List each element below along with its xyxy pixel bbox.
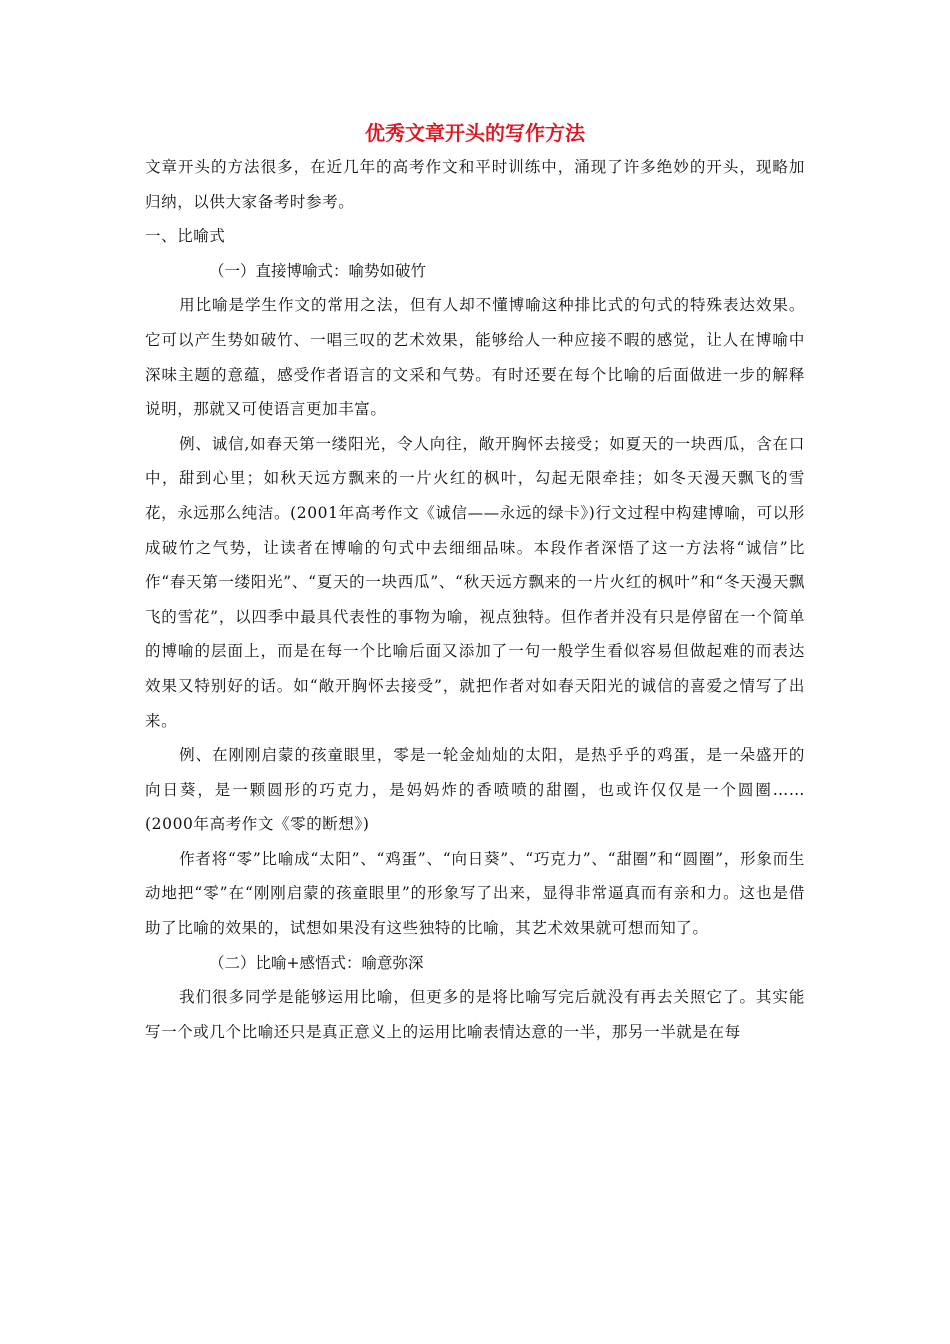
subsection-heading: （二）比喻+感悟式：喻意弥深: [209, 953, 424, 972]
document-body: [145, 150, 805, 1049]
intro-paragraph: 文章开头的方法很多，在近几年的高考作文和平时训练中，涌现了许多绝妙的开头，现略加归纳，以供大家备考时参考。: [145, 158, 805, 211]
example-paragraph: 例、在刚刚启蒙的孩童眼里，零是一轮金灿灿的太阳，是热乎乎的鸡蛋，是一朵盛开的向日葵，是一颗圆形的巧克力，是妈妈炸的香喷喷的甜圈，也或许仅仅是一个圆圈……(2000年高考作文《零的断想》): [145, 746, 805, 834]
example-paragraph: 例、诚信,如春天第一缕阳光，令人向往，敞开胸怀去接受；如夏天的一块西瓜，含在口中，甜到心里；如秋天远方飘来的一片火红的枫叶，勾起无限牵挂；如冬天漫天飘飞的雪花，永远那么纯洁。(2001年高考作文《诚信——永远的绿卡》)行文过程中构建博喻，可以形成破竹之气势，让读者在博喻的句式中去细细品味。本段作者深悟了这一方法将“诚信”比作“春天第一缕阳光”、“夏天的一块西瓜”、“秋天远方飘来的一片火红的枫叶”和“冬天漫天飘飞的雪花”，以四季中最具代表性的事物为喻，视点独特。但作者并没有只是停留在一个简单的博喻的层面上，而是在每一个比喻后面又添加了一句一般学生看似容易但做起难的而表达效果又特别好的话。如“敞开胸怀去接受”，就把作者对如春天阳光的诚信的喜爱之情写了出来。: [145, 434, 805, 730]
document-title: 优秀文章开头的写作方法: [365, 121, 585, 145]
subsection-heading: （一）直接博喻式：喻势如破竹: [209, 261, 427, 280]
section-heading: 一、比喻式: [145, 227, 226, 246]
body-paragraph: 用比喻是学生作文的常用之法，但有人却不懂博喻这种排比式的句式的特殊表达效果。它可以产生势如破竹、一唱三叹的艺术效果，能够给人一种应接不暇的感觉，让人在博喻中深味主题的意蕴，感受作者语言的文采和气势。有时还要在每个比喻的后面做进一步的解释说明，那就又可使语言更加丰富。: [145, 296, 805, 419]
body-paragraph: 作者将“零”比喻成“太阳”、“鸡蛋”、“向日葵”、“巧克力”、“甜圈”和“圆圈”，形象而生动地把“零”在“刚刚启蒙的孩童眼里”的形象写了出来，显得非常逼真而有亲和力。这也是借助了比喻的效果的，试想如果没有这些独特的比喻，其艺术效果就可想而知了。: [145, 849, 805, 938]
body-paragraph: 我们很多同学是能够运用比喻，但更多的是将比喻写完后就没有再去关照它了。其实能写一个或几个比喻还只是真正意义上的运用比喻表情达意的一半，那另一半就是在每: [145, 988, 805, 1041]
